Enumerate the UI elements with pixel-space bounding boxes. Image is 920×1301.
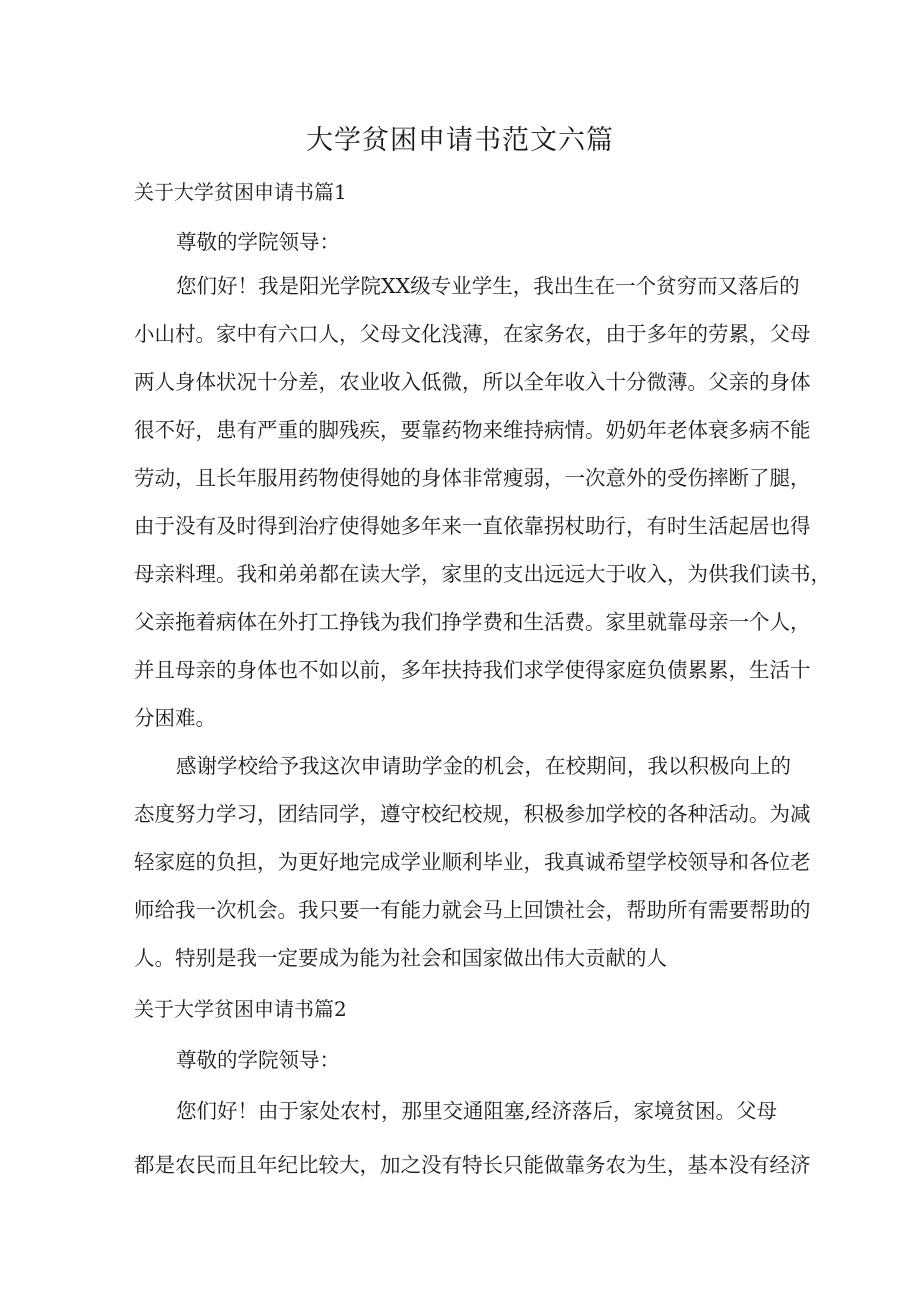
section-heading: 关于大学贫困申请书篇1 (134, 180, 347, 204)
paragraph-line: 分困难。 (134, 706, 216, 730)
paragraph-line: 母亲料理。我和弟弟都在读大学，家里的支出远远大于收入，为供我们读书， (134, 562, 831, 586)
paragraph-line: 您们好！由于家处农村，那里交通阻塞,经济落后，家境贫困。父母 (176, 1099, 778, 1123)
paragraph-line: 人。特别是我一定要成为能为社会和国家做出伟大贡献的人 (134, 946, 667, 970)
paragraph-line: 由于没有及时得到治疗使得她多年来一直依靠拐杖助行，有时生活起居也得 (134, 514, 811, 538)
paragraph-line: 劳动，且长年服用药物使得她的身体非常瘦弱，一次意外的受伤摔断了腿， (134, 466, 811, 490)
paragraph-line: 小山村。家中有六口人，父母文化浅薄，在家务农，由于多年的劳累，父母 (134, 322, 811, 346)
paragraph-line: 感谢学校给予我这次申请助学金的机会，在校期间，我以积极向上的 (176, 754, 791, 778)
paragraph-line: 父亲拖着病体在外打工挣钱为我们挣学费和生活费。家里就靠母亲一个人， (134, 610, 811, 634)
salutation: 尊敬的学院领导： (176, 1048, 340, 1072)
paragraph-line: 您们好！我是阳光学院XX级专业学生，我出生在一个贫穷而又落后的 (176, 274, 800, 298)
paragraph-line: 师给我一次机会。我只要一有能力就会马上回馈社会，帮助所有需要帮助的 (134, 898, 811, 922)
section-heading: 关于大学贫困申请书篇2 (134, 997, 347, 1021)
document-title: 大学贫困申请书范文六篇 (306, 125, 614, 156)
paragraph-line: 都是农民而且年纪比较大，加之没有特长只能做靠务农为生，基本没有经济 (134, 1153, 811, 1177)
paragraph-line: 轻家庭的负担，为更好地完成学业顺利毕业，我真诚希望学校领导和各位老 (134, 850, 811, 874)
paragraph-line: 两人身体状况十分差，农业收入低微，所以全年收入十分微薄。父亲的身体 (134, 370, 811, 394)
paragraph-line: 并且母亲的身体也不如以前，多年扶持我们求学使得家庭负债累累，生活十 (134, 658, 811, 682)
salutation: 尊敬的学院领导： (176, 230, 340, 254)
paragraph-line: 很不好，患有严重的脚残疾，要靠药物来维持病情。奶奶年老体衰多病不能 (134, 418, 811, 442)
paragraph-line: 态度努力学习，团结同学，遵守校纪校规，积极参加学校的各种活动。为减 (134, 802, 811, 826)
